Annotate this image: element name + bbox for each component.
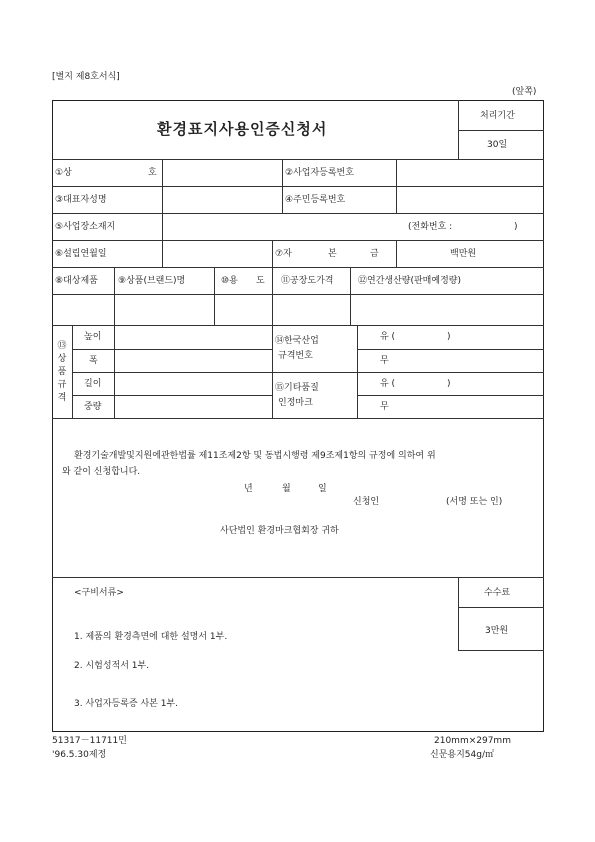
target-product-header: ⑧대상제품 bbox=[55, 276, 98, 286]
representative-label: ③대표자성명 bbox=[55, 195, 107, 205]
document-item-1: 1. 제품의 환경측면에 대한 설명서 1부. bbox=[74, 632, 228, 642]
ks-yes-close: ) bbox=[447, 332, 451, 342]
footer-paper: 신문용지54g/㎡ bbox=[430, 750, 494, 760]
ks-yes-option[interactable]: 유 ( bbox=[380, 332, 396, 342]
bizno-field[interactable] bbox=[398, 161, 542, 184]
weight-label: 중량 bbox=[84, 402, 102, 412]
capital-label-2: 본 bbox=[328, 249, 337, 259]
ks-label-2: 규격번호 bbox=[278, 351, 313, 361]
use-header: ⑩용 bbox=[221, 276, 238, 286]
other-yes-close: ) bbox=[447, 379, 451, 389]
resident-no-field[interactable] bbox=[398, 188, 542, 211]
length-field[interactable] bbox=[116, 374, 270, 393]
height-field[interactable] bbox=[116, 327, 270, 347]
footer-code: 51317－11711민 bbox=[52, 736, 127, 746]
fee-label: 수수료 bbox=[484, 588, 511, 598]
target-product-field[interactable] bbox=[54, 296, 112, 323]
spec-side-label bbox=[56, 340, 68, 405]
other-yes-option[interactable]: 유 ( bbox=[380, 379, 396, 389]
height-label: 높이 bbox=[84, 332, 102, 342]
other-no-option[interactable]: 무 bbox=[380, 402, 389, 412]
footer-size: 210mm×297mm bbox=[434, 736, 511, 746]
other-mark-label-2: 인정마크 bbox=[278, 398, 313, 408]
date-day: 일 bbox=[318, 484, 327, 494]
spec-side-char: 규 bbox=[57, 380, 67, 390]
statement-line-2: 와 같이 신청합니다. bbox=[62, 467, 141, 477]
factory-price-header: ⑪공장도가격 bbox=[281, 276, 334, 286]
processing-period-value: 30일 bbox=[487, 140, 508, 150]
document-item-3: 3. 사업자등록증 사본 1부. bbox=[74, 699, 179, 709]
page-side: (앞쪽) bbox=[512, 87, 537, 97]
signature-label[interactable]: (서명 또는 인) bbox=[446, 497, 503, 507]
date-year: 년 bbox=[244, 484, 253, 494]
address-label: ⑤사업장소재지 bbox=[55, 222, 116, 232]
use-field[interactable] bbox=[216, 296, 270, 323]
form-number: [별지 제8호서식] bbox=[52, 72, 120, 82]
width-label: 폭 bbox=[89, 356, 98, 366]
use-header-2: 도 bbox=[256, 276, 265, 286]
resident-no-label: ④주민등록번호 bbox=[285, 195, 346, 205]
founded-label: ⑥설립연월일 bbox=[55, 249, 107, 259]
annual-output-header: ⑫연간생산량(판매예정량) bbox=[358, 276, 461, 286]
required-documents-header: <구비서류> bbox=[74, 588, 124, 598]
spec-side-num: ⑬ bbox=[57, 341, 67, 351]
brand-field[interactable] bbox=[116, 296, 212, 323]
address-field[interactable] bbox=[164, 215, 404, 238]
representative-field[interactable] bbox=[164, 188, 280, 211]
fee-value: 3만원 bbox=[485, 626, 509, 636]
other-mark-label: ⑮기타품질 bbox=[275, 383, 319, 393]
ks-no-option[interactable]: 무 bbox=[380, 356, 389, 366]
applicant-label: 신청인 bbox=[353, 497, 380, 507]
capital-label-3: 금 bbox=[370, 249, 379, 259]
form-title: 환경표지사용인증신청서 bbox=[157, 120, 328, 138]
phone-close: ) bbox=[514, 222, 518, 232]
brand-header: ⑨상품(브랜드)명 bbox=[118, 276, 186, 286]
length-label: 길이 bbox=[84, 379, 102, 389]
width-field[interactable] bbox=[116, 351, 270, 370]
factory-price-field[interactable] bbox=[274, 296, 348, 323]
processing-period-label: 처리기간 bbox=[480, 111, 515, 121]
phone-label: (전화번호 : bbox=[408, 222, 453, 232]
footer-date: '96.5.30제정 bbox=[52, 750, 107, 760]
document-item-2: 2. 시험성적서 1부. bbox=[74, 661, 150, 671]
capital-unit: 백만원 bbox=[450, 249, 477, 259]
date-month: 월 bbox=[282, 484, 291, 494]
spec-side-char: 상 bbox=[57, 354, 67, 364]
founded-field[interactable] bbox=[164, 242, 270, 265]
spec-side-char: 격 bbox=[57, 393, 67, 403]
weight-field[interactable] bbox=[116, 397, 270, 416]
recipient: 사단법인 환경마크협회장 귀하 bbox=[220, 526, 339, 536]
company-label: ①상 bbox=[55, 168, 72, 178]
ks-label: ⑭한국산업 bbox=[275, 336, 319, 346]
company-label-suffix: 호 bbox=[148, 168, 157, 178]
capital-label: ⑦자 bbox=[275, 249, 292, 259]
company-name-field[interactable] bbox=[164, 161, 280, 184]
bizno-label: ②사업자등록번호 bbox=[285, 168, 354, 178]
spec-side-char: 품 bbox=[57, 367, 67, 377]
annual-output-field[interactable] bbox=[352, 296, 542, 323]
statement-line-1: 환경기술개발및지원에관한법률 제11조제2항 및 동법시행령 제9조제1항의 규정에 의하여 위 bbox=[74, 451, 436, 461]
